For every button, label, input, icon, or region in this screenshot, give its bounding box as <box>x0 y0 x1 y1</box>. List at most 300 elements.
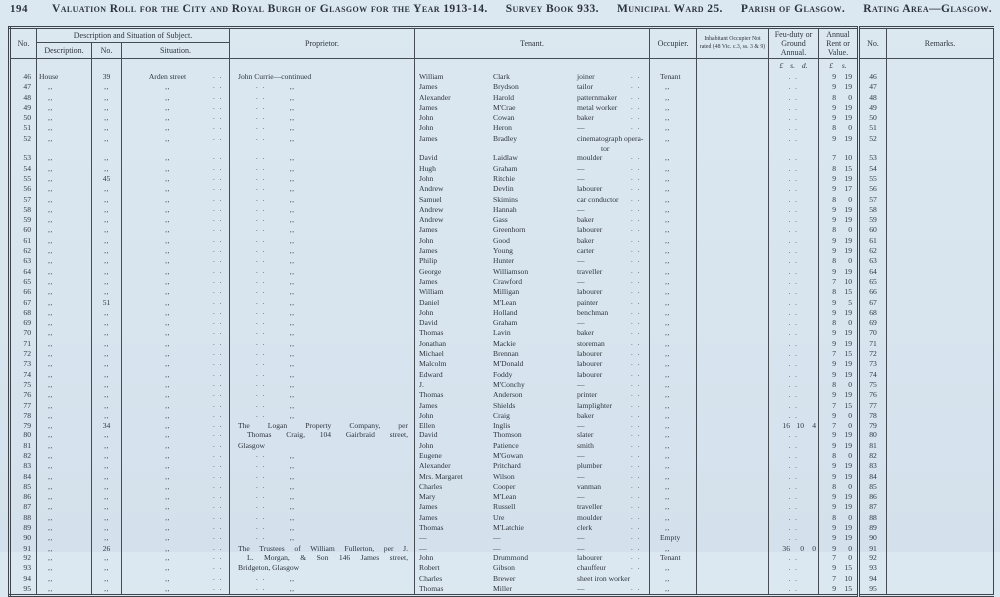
cell-occupier <box>650 359 697 369</box>
cell-row-no: 71 <box>10 339 37 349</box>
cell-annual-rent <box>819 401 859 411</box>
cell-inhabitant <box>697 123 769 133</box>
ditto-mark: ,, <box>165 92 170 102</box>
ditto-dots-icon: . . <box>631 471 641 480</box>
situation-value <box>122 370 213 379</box>
cell-row-no: 69 <box>10 318 37 328</box>
cell-situation <box>122 267 230 277</box>
cell-proprietor <box>230 144 415 153</box>
ditto-mark: ,, <box>665 543 670 553</box>
tenant-surname: — <box>493 533 501 543</box>
rent-shillings: 19 <box>844 502 852 512</box>
table-row <box>10 380 994 390</box>
ditto-dots-icon: . . <box>213 563 223 572</box>
ditto-mark: ,, <box>104 225 109 235</box>
cell-annual-rent <box>819 113 859 123</box>
cell-situation <box>122 390 230 400</box>
tenant-occupation: — <box>577 163 585 173</box>
ditto-mark: ,, <box>165 163 170 173</box>
cell-occupier <box>650 523 697 533</box>
cell-remarks <box>887 411 994 421</box>
tenant-surname: Harold <box>493 92 515 102</box>
table-row <box>10 82 994 92</box>
cell-feu-duty <box>769 401 819 411</box>
tenant-occupation: labourer <box>577 287 603 297</box>
ditto-mark: ,, <box>289 359 295 369</box>
ditto-mark: ,, <box>104 379 109 389</box>
situation-value <box>122 287 213 296</box>
cell-row-no: 92 <box>10 553 37 563</box>
ditto-dots-icon: . . <box>788 93 799 102</box>
ditto-mark: ,, <box>665 276 670 286</box>
proprietor-value: Bridgeton, Glasgow <box>238 563 300 573</box>
ditto-mark: ,, <box>48 390 53 400</box>
cell-inhabitant <box>697 308 769 318</box>
cell-description <box>37 82 92 92</box>
cell-tenant <box>415 328 650 338</box>
situation-value <box>122 390 213 399</box>
ditto-mark: ,, <box>289 481 295 491</box>
ditto-mark: ,, <box>165 297 170 307</box>
tenant-surname: Holland <box>493 307 518 317</box>
cell-inhabitant <box>697 482 769 492</box>
cell-roll-no: 49 <box>859 103 887 113</box>
ditto-mark: ,, <box>48 440 53 450</box>
ditto-dots-icon: . . <box>788 431 799 440</box>
rent-shillings: 19 <box>844 133 852 143</box>
situation-value <box>122 513 213 522</box>
ditto-dots-icon: . . <box>213 583 223 592</box>
cell-house-no <box>92 523 122 533</box>
cell-house-no <box>92 93 122 103</box>
ditto-mark: ,, <box>289 266 295 276</box>
cell-description <box>37 339 92 349</box>
ditto-dots-icon: . . <box>213 235 223 244</box>
cell-row-no: 66 <box>10 287 37 297</box>
cell-roll-no: 86 <box>859 492 887 502</box>
cell-tenant <box>415 513 650 523</box>
cell-occupier <box>650 574 697 584</box>
ditto-mark: ,, <box>665 502 670 512</box>
feu-pence: 0 <box>812 543 816 553</box>
parish: Parish of Glasgow. <box>740 3 846 15</box>
ditto-mark: ,, <box>665 173 670 183</box>
tenant-surname: M'Conchy <box>493 379 525 389</box>
situation-value <box>122 184 213 193</box>
cell-house-no <box>92 144 122 153</box>
cell-occupier <box>650 174 697 184</box>
cell-feu-duty <box>769 225 819 235</box>
ditto-dots-icon: . . <box>256 276 266 285</box>
cell-inhabitant <box>697 401 769 411</box>
ditto-dots-icon: . . <box>631 72 641 80</box>
situation-value <box>122 328 213 337</box>
situation-value <box>122 533 213 542</box>
ditto-mark: ,, <box>165 492 170 502</box>
cell-occupier <box>650 93 697 103</box>
ditto-dots-icon: . . <box>213 492 223 501</box>
rent-pounds: 9 <box>832 523 836 533</box>
ditto-mark: ,, <box>48 328 53 338</box>
ditto-dots-icon: . . <box>213 276 223 285</box>
tenant-first-name: James <box>419 512 438 522</box>
cell-tenant <box>415 523 650 533</box>
table-row <box>10 482 994 492</box>
rent-pounds: 9 <box>832 543 836 553</box>
cell-feu-duty <box>769 134 819 144</box>
tenant-surname: Brydson <box>493 82 519 92</box>
tenant-surname: Graham <box>493 163 518 173</box>
cell-row-no: 78 <box>10 411 37 421</box>
ditto-mark: ,, <box>104 163 109 173</box>
cell-occupier <box>650 277 697 287</box>
ditto-dots-icon: . . <box>631 256 641 265</box>
cell-tenant <box>415 574 650 584</box>
cell-remarks <box>887 277 994 287</box>
ditto-mark: ,, <box>165 153 170 163</box>
tenant-occupation: — <box>577 543 585 553</box>
cell-inhabitant <box>697 236 769 246</box>
tenant-occupation: — <box>577 471 585 481</box>
cell-proprietor <box>230 328 415 338</box>
ditto-mark: ,, <box>665 523 670 533</box>
tenant-occupation: labourer <box>577 359 603 369</box>
cell-remarks <box>887 502 994 512</box>
tenant-occupation: baker <box>577 328 594 338</box>
ditto-dots-icon: . . <box>631 92 641 101</box>
ditto-mark: ,, <box>665 349 670 359</box>
tenant-occupation: carter <box>577 246 595 256</box>
tenant-first-name: Andrew <box>419 215 444 225</box>
cell-remarks <box>887 72 994 82</box>
cell-annual-rent <box>819 370 859 380</box>
rent-pounds: 9 <box>832 235 836 245</box>
cell-house-no <box>92 318 122 328</box>
cell-description <box>37 390 92 400</box>
tenant-surname: M'Lean <box>493 297 517 307</box>
ditto-dots-icon: . . <box>631 163 641 172</box>
cell-inhabitant <box>697 82 769 92</box>
cell-situation <box>122 451 230 461</box>
ditto-mark: ,, <box>665 82 670 92</box>
cell-roll-no: 78 <box>859 411 887 421</box>
ditto-mark: ,, <box>104 184 109 194</box>
cell-row-no: 65 <box>10 277 37 287</box>
ditto-dots-icon: . . <box>256 349 266 358</box>
cell-description <box>37 308 92 318</box>
units-empty <box>37 59 92 73</box>
situation-value <box>122 215 213 224</box>
ditto-dots-icon: . . <box>256 153 266 162</box>
cell-description <box>37 574 92 584</box>
cell-row-no: 47 <box>10 82 37 92</box>
cell-remarks <box>887 195 994 205</box>
tenant-occupation: traveller <box>577 502 603 512</box>
cell-remarks <box>887 164 994 174</box>
ditto-mark: ,, <box>289 256 295 266</box>
table-row <box>10 113 994 123</box>
ditto-mark: ,, <box>48 430 53 440</box>
tenant-occupation: — <box>577 173 585 183</box>
description-value: House <box>39 72 59 81</box>
situation-value <box>122 298 213 307</box>
ditto-dots-icon: . . <box>631 492 641 501</box>
ditto-mark: ,, <box>665 492 670 502</box>
cell-inhabitant <box>697 461 769 471</box>
situation-value <box>122 523 213 532</box>
ditto-mark: ,, <box>48 287 53 297</box>
ditto-dots-icon: . . <box>213 123 223 132</box>
tenant-occupation: vanman <box>577 481 602 491</box>
cell-proprietor <box>230 225 415 235</box>
cell-situation <box>122 339 230 349</box>
ditto-mark: ,, <box>48 338 53 348</box>
ditto-dots-icon: . . <box>213 82 223 91</box>
tenant-occupation: moulder <box>577 153 603 163</box>
ditto-mark: ,, <box>665 318 670 328</box>
ditto-mark: ,, <box>48 184 53 194</box>
cell-feu-duty <box>769 267 819 277</box>
situation-value: Arden street <box>148 72 187 81</box>
ditto-mark: ,, <box>165 440 170 450</box>
rent-pounds: 9 <box>832 246 836 256</box>
cell-roll-no: 46 <box>859 72 887 82</box>
situation-value <box>122 461 213 470</box>
ditto-mark: ,, <box>165 400 170 410</box>
cell-situation <box>122 123 230 133</box>
ditto-mark: ,, <box>165 421 170 431</box>
ditto-dots-icon: . . <box>256 133 266 142</box>
ditto-mark: ,, <box>48 533 53 543</box>
table-row <box>10 492 994 502</box>
cell-house-no: 45 <box>92 174 122 184</box>
ditto-mark: ,, <box>104 369 109 379</box>
cell-tenant <box>415 461 650 471</box>
situation-value <box>122 113 213 122</box>
rent-pounds: 9 <box>832 369 836 379</box>
ditto-mark: ,, <box>665 194 670 204</box>
tenant-surname: Devlin <box>493 184 514 194</box>
cell-situation <box>122 574 230 584</box>
rent-pounds: 8 <box>832 123 836 133</box>
ditto-mark: ,, <box>289 461 295 471</box>
header-occupier: Occupier. <box>650 28 697 59</box>
cell-row-no: 84 <box>10 472 37 482</box>
table-body <box>10 72 994 596</box>
cell-occupier <box>650 513 697 523</box>
ditto-dots-icon: . . <box>788 462 799 471</box>
cell-proprietor <box>230 370 415 380</box>
cell-annual-rent <box>819 359 859 369</box>
cell-row-no: 86 <box>10 492 37 502</box>
cell-annual-rent <box>819 298 859 308</box>
tenant-surname: Ritchie <box>493 173 515 183</box>
ditto-mark: ,, <box>104 523 109 533</box>
tenant-occupation: sheet iron worker <box>577 573 631 583</box>
tenant-surname: M'Crae <box>493 102 516 112</box>
rent-pounds: 8 <box>832 379 836 389</box>
ditto-mark: ,, <box>289 512 295 522</box>
ditto-dots-icon: . . <box>631 379 641 388</box>
ditto-dots-icon: . . <box>256 235 266 244</box>
header-house-no: No. <box>92 43 122 59</box>
table-row <box>10 195 994 205</box>
cell-situation <box>122 246 230 256</box>
header-situation: Situation. <box>122 43 230 59</box>
ditto-mark: ,, <box>48 204 53 214</box>
situation-value <box>122 82 213 91</box>
cell-feu-duty <box>769 93 819 103</box>
ditto-dots-icon: . . <box>256 359 266 368</box>
cell-tenant <box>415 195 650 205</box>
ditto-dots-icon: . . <box>788 472 799 481</box>
ditto-mark: ,, <box>48 113 53 123</box>
cell-roll-no: 62 <box>859 246 887 256</box>
cell-annual-rent <box>819 195 859 205</box>
ditto-mark: ,, <box>289 133 295 143</box>
ditto-mark: ,, <box>165 563 170 573</box>
ditto-mark: ,, <box>104 430 109 440</box>
table-row <box>10 246 994 256</box>
cell-proprietor <box>230 451 415 461</box>
ditto-dots-icon: . . <box>213 359 223 368</box>
ditto-mark: ,, <box>48 450 53 460</box>
cell-row-no: 94 <box>10 574 37 584</box>
tenant-surname: Heron <box>493 123 512 133</box>
ditto-dots-icon: . . <box>213 450 223 459</box>
ditto-dots-icon: . . <box>631 349 641 358</box>
cell-proprietor <box>230 287 415 297</box>
cell-situation <box>122 411 230 421</box>
ditto-dots-icon: . . <box>213 512 223 521</box>
cell-annual-rent <box>819 502 859 512</box>
cell-feu-duty <box>769 246 819 256</box>
units-empty <box>859 59 887 73</box>
cell-annual-rent <box>819 134 859 144</box>
cell-situation <box>122 523 230 533</box>
cell-roll-no: 95 <box>859 584 887 596</box>
cell-inhabitant <box>697 533 769 543</box>
ditto-dots-icon: . . <box>256 583 266 592</box>
ditto-mark: ,, <box>48 102 53 112</box>
cell-tenant <box>415 215 650 225</box>
ditto-dots-icon: . . <box>788 288 799 297</box>
ditto-mark: ,, <box>165 481 170 491</box>
ditto-dots-icon: . . <box>256 318 266 327</box>
ditto-mark: ,, <box>165 184 170 194</box>
page-header <box>10 3 992 20</box>
ditto-dots-icon: . . <box>256 481 266 490</box>
tenant-occupation: baker <box>577 235 594 245</box>
cell-house-no <box>92 482 122 492</box>
cell-occupier <box>650 502 697 512</box>
rent-pounds: 8 <box>832 287 836 297</box>
rent-pounds: 9 <box>832 502 836 512</box>
ditto-dots-icon: . . <box>631 276 641 285</box>
cell-remarks <box>887 298 994 308</box>
ditto-dots-icon: . . <box>631 533 641 542</box>
ditto-mark: ,, <box>665 225 670 235</box>
situation-value <box>122 574 213 583</box>
ditto-mark: ,, <box>165 215 170 225</box>
units-empty <box>887 59 994 73</box>
cell-feu-duty <box>769 328 819 338</box>
ditto-dots-icon: . . <box>256 502 266 511</box>
ditto-dots-icon: . . <box>631 297 641 306</box>
ditto-mark: ,, <box>48 123 53 133</box>
ditto-mark: ,, <box>104 133 109 143</box>
tenant-first-name: John <box>419 440 434 450</box>
rent-pounds: 7 <box>832 349 836 359</box>
cell-situation <box>122 93 230 103</box>
tenant-surname: Greenhorn <box>493 225 526 235</box>
cell-annual-rent <box>819 349 859 359</box>
ditto-dots-icon: . . <box>788 584 799 593</box>
ditto-dots-icon: . . <box>213 481 223 490</box>
cell-remarks <box>887 236 994 246</box>
ditto-mark: ,, <box>665 92 670 102</box>
cell-feu-duty <box>769 411 819 421</box>
situation-value <box>122 123 213 132</box>
ditto-mark: ,, <box>104 563 109 573</box>
header-no-left: No. <box>10 28 37 59</box>
cell-proprietor <box>230 103 415 113</box>
cell-roll-no: 69 <box>859 318 887 328</box>
cell-remarks <box>887 103 994 113</box>
ditto-dots-icon: . . <box>788 174 799 183</box>
cell-roll-no: 85 <box>859 482 887 492</box>
cell-inhabitant <box>697 195 769 205</box>
tenant-first-name: Thomas <box>419 583 444 593</box>
ditto-dots-icon: . . <box>256 173 266 182</box>
tenant-first-name: John <box>419 173 434 183</box>
table-row <box>10 103 994 113</box>
tenant-surname: Gass <box>493 215 508 225</box>
cell-annual-rent <box>819 174 859 184</box>
cell-situation <box>122 553 230 563</box>
table-row <box>10 205 994 215</box>
cell-occupier <box>650 482 697 492</box>
ditto-mark: ,, <box>48 471 53 481</box>
ditto-mark: ,, <box>665 215 670 225</box>
cell-house-no <box>92 461 122 471</box>
cell-occupier <box>650 411 697 421</box>
cell-house-no <box>92 215 122 225</box>
cell-annual-rent <box>819 277 859 287</box>
tenant-surname: Russell <box>493 502 516 512</box>
ditto-dots-icon: . . <box>788 524 799 533</box>
cell-proprietor <box>230 184 415 194</box>
ditto-mark: ,, <box>665 563 670 573</box>
cell-proprietor <box>230 205 415 215</box>
cell-feu-duty <box>769 287 819 297</box>
ditto-dots-icon: . . <box>788 350 799 359</box>
tenant-surname: Cooper <box>493 481 516 491</box>
cell-remarks <box>887 205 994 215</box>
ditto-mark: ,, <box>104 359 109 369</box>
table-row <box>10 308 994 318</box>
cell-roll-no: 89 <box>859 523 887 533</box>
cell-inhabitant <box>697 513 769 523</box>
rent-shillings: 19 <box>844 369 852 379</box>
cell-description <box>37 563 92 573</box>
ditto-mark: ,, <box>104 215 109 225</box>
ditto-mark: ,, <box>165 133 170 143</box>
cell-description <box>37 134 92 144</box>
cell-remarks <box>887 144 994 153</box>
cell-roll-no: 83 <box>859 461 887 471</box>
rent-pounds: 9 <box>832 266 836 276</box>
